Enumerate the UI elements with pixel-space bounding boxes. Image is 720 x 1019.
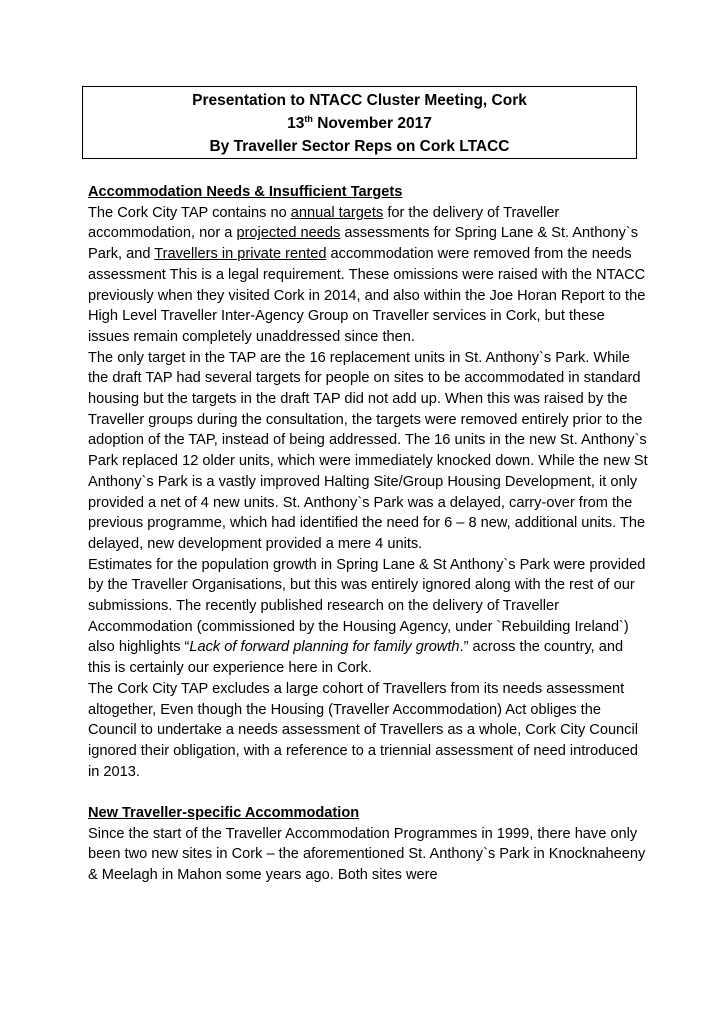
section-heading-accommodation-needs: Accommodation Needs & Insufficient Targets xyxy=(88,184,403,200)
text-run: accommodation were removed from the needs assessment This is a legal requirement. These omissions were raised with the NTACC previously when they visited Cork in 2014, and also within the Joe Horan Report to the High Level Traveller Inter-Agency Group on Traveller services in Cork, but these issues remain completely unaddressed since then. xyxy=(88,246,646,345)
title-line-1: Presentation to NTACC Cluster Meeting, Cork xyxy=(192,92,527,109)
text-run: Estimates for the population growth in Spring Lane & St Anthony`s Park were provided by the Traveller Organisations, but this was entirely ignored along with the rest of our submissions. The recently published research on the delivery of Traveller Accommodation (commissioned by the Housing Agency, under `Rebuilding Ireland`) also highlights “ xyxy=(88,556,646,656)
document-body xyxy=(88,182,648,886)
title-date-rest: November 2017 xyxy=(312,115,432,132)
underlined-private-rented: Travellers in private rented xyxy=(154,246,327,263)
title-date-suffix: th xyxy=(304,113,313,124)
paragraph-needs-assessment: The Cork City TAP excludes a large cohort of Travellers from its needs assessment altogether, Even though the Housing (Traveller Accommodation) Act obliges the Council to undertake a needs assessment of Travellers as a whole, Cork City Council ignored their obligation, with a reference to a triennial assessment of need introduced in 2013. xyxy=(88,680,639,780)
italic-quote: Lack of forward planning for family growth xyxy=(189,639,460,656)
title-box xyxy=(82,86,637,159)
paragraph-gap xyxy=(88,782,648,803)
text-run: The Cork City TAP contains no xyxy=(88,204,291,221)
text-run: for the delivery of Traveller accommodation, nor a xyxy=(88,204,560,242)
title-line-2 xyxy=(83,112,636,135)
title-date-day: 13 xyxy=(287,115,305,132)
paragraph-replacement-units: The only target in the TAP are the 16 replacement units in St. Anthony`s Park. While the draft TAP had several targets for people on sites to be accommodated in standard housing but the targets in the draft TAP did not add up. When this was raised by the Traveller groups during the consultation, the targets were removed entirely prior to the adoption of the TAP, instead of being addressed. The 16 units in the new St. Anthony`s Park replaced 12 older units, which were immediately knocked down. While the new St Anthony`s Park is a vastly improved Halting Site/Group Housing Development, it only provided a net of 4 new units. St. Anthony`s Park was a delayed, carry-over from the previous programme, which had identified the need for 6 – 8 new, additional units. The delayed, new development provided a mere 4 units. xyxy=(88,349,648,552)
title-line-3: By Traveller Sector Reps on Cork LTACC xyxy=(209,138,510,155)
underlined-annual-targets: annual targets xyxy=(290,204,384,221)
text-run: assessments for Spring Lane & St. Anthony`s Park, and xyxy=(88,225,639,263)
paragraph-population-growth xyxy=(88,555,648,679)
underlined-projected-needs: projected needs xyxy=(236,225,341,242)
text-run: .” across the country, and this is certainly our experience here in Cork. xyxy=(88,639,624,677)
section-heading-new-accommodation: New Traveller-specific Accommodation xyxy=(88,805,360,822)
paragraph-new-sites: Since the start of the Traveller Accommodation Programmes in 1999, there have only been two new sites in Cork – the aforementioned St. Anthony`s Park in Knocknaheeny & Meelagh in Mahon some years ago. Both sites were xyxy=(88,825,646,884)
paragraph-tap-targets xyxy=(88,203,648,348)
